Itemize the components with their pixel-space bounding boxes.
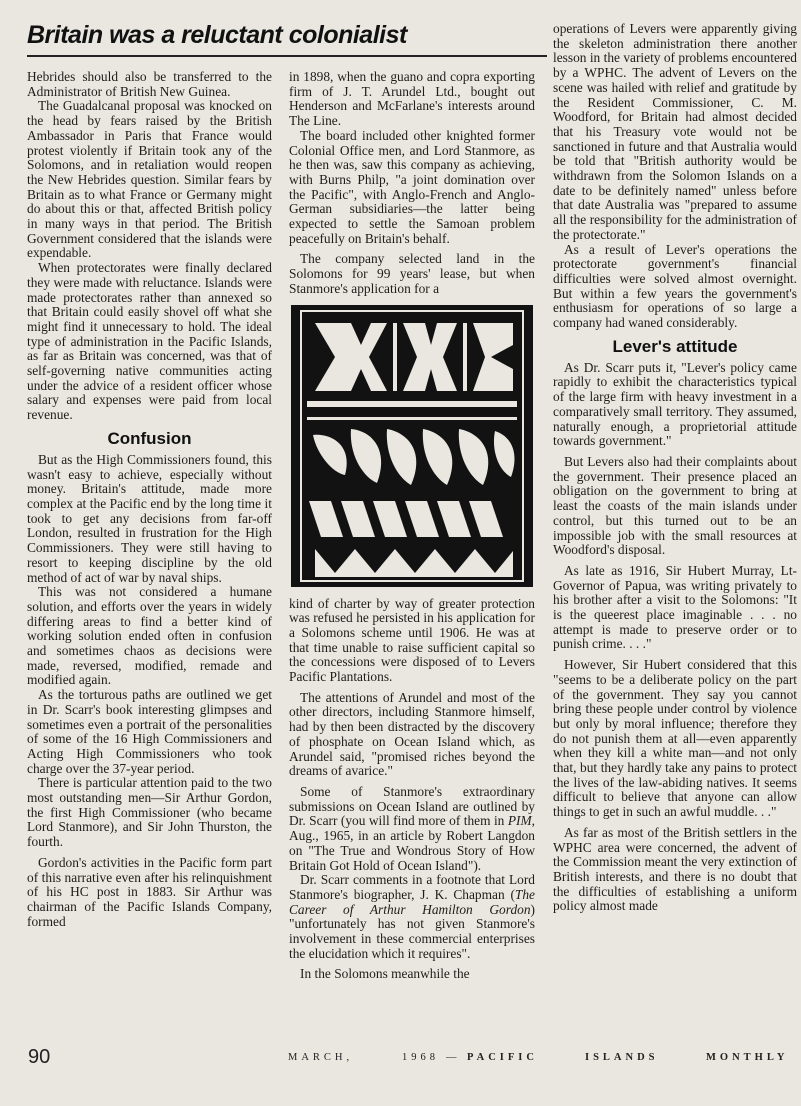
col3-paragraph-1: operations of Levers were apparently giving the skeleton administration there another lesson in the variety of problems encountered by a WPHC. The advent of Levers on the scene was hailed with relief and gratitude by the Resident Commissioner, C. M. Woodford, for Britain had almost decided that his Treasury vote would not be sanctioned in future and that Australia would be told that "British authority would be withdrawn from the Solomon Islands on a date to be definitely named" unless before that date Australia was "prepared to assume all the responsibility for the administration of the protectorate." xyxy=(553,22,797,242)
col2-paragraph-2: The board included other knighted former Colonial Office men, and Lord Stanmore, as he then was, saw this company as achieving, with Burns Philp, "a joint domination over the Pacific", with Anglo-French and Anglo-German subsidiaries—the latter being expected to settle the Samoan problem peacefully on Britain's behalf. xyxy=(289,127,535,246)
col3-paragraph-6: However, Sir Hubert considered that this "seems to be a deliberate policy on the part of the government. They say you cannot bring these people under control by violence but only by moral influence; therefore they do not punish them at all—even apparently when they kill a white man—and not only that, but they hardly take any pains to protect the lives of the law-abiding natives. It seems difficult to believe that anyone can allow things to get in such an awful muddle. . ." xyxy=(553,657,797,820)
page-number: 90 xyxy=(28,1046,51,1068)
x-motif-row xyxy=(315,323,513,391)
col1-paragraph-1: Hebrides should also be transferred to the Administrator of British New Guinea. xyxy=(27,70,272,99)
footer-publication-monthly: MONTHLY xyxy=(706,1052,789,1063)
col3-paragraph-3: As Dr. Scarr puts it, "Lever's policy came rapidly to exhibit the characteristics typical of the large firm with heavy investment in a comparatively small territory. They assumed, naturally enough, a proprietorial attitude towards government." xyxy=(553,359,797,449)
footer-publication-islands: ISLANDS xyxy=(585,1052,659,1063)
col1-paragraph-7: There is particular attention paid to the two most outstanding men—Sir Arthur Gordon, the first High Commissioner (who became Lord Stanmore), and Sir John Thurston, the fourth. xyxy=(27,775,272,850)
col1-paragraph-3: When protectorates were finally declared they were made with reluctance. Islands were made protectorates rather than annexed so that Britain could easily shovel off what she might find it unnecessary to hold. The ideal type of administration in the Pacific Islands, as far as Britain was concerned, was that of self-governing native communities acting under the advice of a resident officer whose salary and expenses were paid from local revenue. xyxy=(27,260,272,423)
leaf-motif-row xyxy=(313,429,514,485)
col2-paragraph-4: kind of charter by way of greater protection was refused he persisted in his application for a Solomons scheme until 1906. He was at that time unable to raise sufficient capital so the concessions were disposed of to Levers Pacific Plantations. xyxy=(289,595,535,685)
col3-paragraph-7: As far as most of the British settlers in the WPHC area were concerned, the advent of the Commission meant the very extinction of British interests, and there is no doubt that the difficulties of establishing a uniform policy almost made xyxy=(553,824,797,914)
col2-paragraph-6 xyxy=(289,785,535,873)
col2-paragraph-1: in 1898, when the guano and copra exporting firm of J. T. Arundel Ltd., bought out Henderson and McFarlane's interests around The Line. xyxy=(289,70,535,129)
artwork-band xyxy=(307,401,517,407)
footer-publication-pacific: PACIFIC xyxy=(467,1052,538,1063)
col2-paragraph-3: The company selected land in the Solomons for 99 years' lease, but when Stanmore's application for a xyxy=(289,251,535,296)
col2-p6-text-a: Some of Stanmore's extraordinary submissions on Ocean Island are outlined by Dr. Scarr (you will find more of them in xyxy=(289,783,535,829)
col1-paragraph-6: As the torturous paths are outlined we get in Dr. Scarr's book interesting glimpses and sometimes even a portrait of the personalities of some of the 16 High Commissioners and Acting High Commissioners who took charge over the 37-year period. xyxy=(27,687,272,776)
footer-dash: — xyxy=(446,1052,461,1063)
col2-paragraph-8: In the Solomons meanwhile the xyxy=(300,966,470,982)
column-3 xyxy=(553,22,797,1047)
col2-p6-text-b: , Aug., 1965, in an article by Robert Langdon on "The True and Wondrous Story of How Britain Got Hold of Ocean Island"). xyxy=(289,813,535,873)
col1-paragraph-8: Gordon's activities in the Pacific form part of this narrative even after his relinquishment of his HC post in 1883. Sir Arthur was chairman of the Pacific Islands Company, formed xyxy=(27,854,272,929)
col2-p6-pim-italic: PIM xyxy=(507,813,532,829)
woodcut-pattern-graphic xyxy=(291,305,533,587)
col2-paragraph-5: The attentions of Arundel and most of the other directors, including Stanmore himself, had by then been distracted by the discovery of phosphate on Ocean Island which, as Arundel said, "promised riches beyond the dreams of avarice." xyxy=(289,689,535,779)
headline: Britain was a reluctant colonialist xyxy=(27,21,407,49)
col3-paragraph-2: As a result of Lever's operations the protectorate government's financial difficulties were solved almost overnight. But within a few years the government's enthusiasm for operations of so large a company had waned considerably. xyxy=(553,241,797,331)
column-1 xyxy=(27,70,272,1042)
column-2 xyxy=(289,70,535,1045)
subhead-confusion: Confusion xyxy=(107,428,192,448)
artwork-band-thin xyxy=(307,417,517,420)
col1-paragraph-2: The Guadalcanal proposal was knocked on the head by fears raised by the British Ambassador in Paris that France would protest violently if Britain took any of the Solomons, and in retaliation would reopen the New Hebrides question. Similar fears by Britain as to what France or Germany might do about this or that, affected British policy in many ways in that period. The British Government considered that the islands were expendable. xyxy=(27,98,272,261)
col3-paragraph-4: But Levers also had their complaints about the government. Their presence placed an obligation on the government to bring at least the coasts of the main islands under control, but this turned out to be an impossible job with the small resources at Woodford's disposal. xyxy=(553,453,797,558)
col2-p7-book-title: The Career of Arthur Hamilton Gordon xyxy=(289,886,535,917)
col2-p7-text-a: Dr. Scarr comments in a footnote that Lord Stanmore's biographer, J. K. Chapman ( xyxy=(289,872,535,902)
footer-year: 1968 xyxy=(402,1052,439,1063)
col3-paragraph-5: As late as 1916, Sir Hubert Murray, Lt-Governor of Papua, was writing privately to his brother after a visit to the Solomons: "It is the queerest place imaginable . . . no attempt is made to preserve order or to punish crime. . . ." xyxy=(553,562,797,652)
col2-paragraph-7 xyxy=(289,873,535,961)
col1-paragraph-4: But as the High Commissioners found, this wasn't easy to achieve, especially without money. Britain's attitude, made more complex at the Pacific end by the long time it took to get any decisions from far-off London, resulted in frustration for the High Commissioners. They were still having to resort to keeping discipline by the old method of act of war by naval ships. xyxy=(27,451,272,585)
footer-month: MARCH, xyxy=(288,1052,354,1063)
col2-p7-text-b: ) "unfortunately has not given Stanmore's involvement in these commercial enterprises the elucidation which it requires". xyxy=(289,901,535,961)
col1-paragraph-5: This was not considered a humane solution, and efforts over the years in widely differing areas to find a better kind of working solution ended often in confusion and sometimes chaos as decisions were made, reversed, modified, remade and modified again. xyxy=(27,584,272,688)
wave-motif-row xyxy=(309,501,513,577)
headline-rule xyxy=(27,55,547,57)
subhead-levers-attitude: Lever's attitude xyxy=(612,336,738,356)
decorative-woodcut-artwork xyxy=(291,305,533,587)
